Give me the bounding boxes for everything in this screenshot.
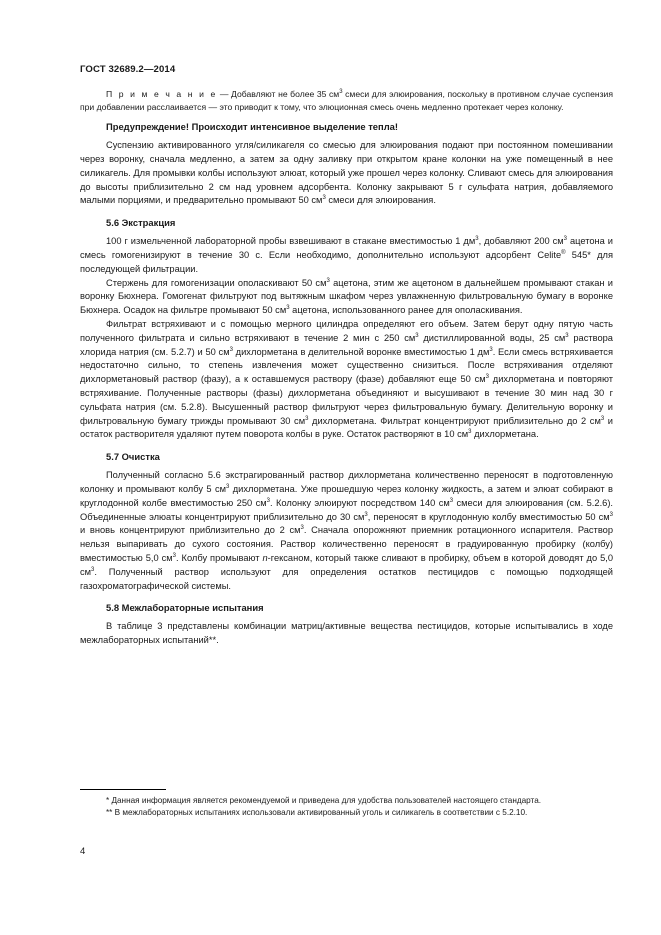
text: Фильтрат встряхивают и с помощью мерного цилиндра определяют его объем. Затем берут одну пятую часть полученного фильтрата и сильно встряхивают в течение 2 мин с 250 см (80, 318, 613, 343)
text: 545* для последующей фильтрации. (80, 249, 614, 274)
paragraph (80, 139, 613, 208)
text: Стержень для гомогенизации ополаскивают 50 см (106, 277, 327, 288)
superscript: 3 (300, 525, 304, 532)
text: ацетона, использованного ранее для ополаскивания. (289, 305, 523, 316)
superscript: ® (561, 249, 566, 256)
paragraph (80, 318, 613, 442)
superscript: 3 (485, 374, 489, 381)
superscript: 3 (91, 566, 95, 573)
superscript: 3 (229, 346, 233, 353)
text: -гексаном, который также сливают в пробирку, объем в которой доводят до 5,0 см (80, 552, 613, 577)
text: , переносят в круглодонную колбу вместимостью 50 см (367, 511, 610, 522)
superscript: 3 (565, 332, 569, 339)
section-heading-5-7: 5.7 Очистка (106, 451, 160, 463)
paragraph (80, 277, 613, 318)
text: раствора хлорида натрия (см. 5.2.7) и 50 см (80, 332, 613, 357)
superscript: 3 (286, 305, 290, 312)
text: и остаток растворителя удаляют путем поворота колбы в руке. Остаток растворяют в 10 см (80, 415, 613, 440)
superscript: 3 (415, 332, 419, 339)
superscript: 3 (563, 236, 567, 243)
text: Суспензию активированного угля/силикагеля со смесью для элюирования подают при постоянном помешивании через воронку, сначала медленно, а затем за одну заливку при открытом кране колонки на уже помещенный в нее силикагель. Для промывки колбы используют элюат, который уже прошел через колонку. Сливают смесь для элюирования до высоты приблизительно 2 см над уровнем адсорбента. Колонку закрывают 5 г сульфата натрия, добавляемого малыми порциями, и предварительно промывают 50 см (80, 140, 614, 206)
text: дихлорметана. Фильтрат концентрируют приблизительно до 2 см (308, 415, 601, 426)
superscript: 3 (600, 415, 605, 422)
superscript: 3 (266, 497, 270, 504)
superscript: 3 (172, 552, 176, 559)
text: . Колонку элюируют посредством 140 см (269, 497, 450, 508)
superscript: 3 (322, 195, 326, 202)
text: ацетона и смесь гомогенизируют в течение 30 с. Если необходимо, дополнительно используют адсорбент Celite (80, 236, 613, 260)
paragraph: В таблице 3 представлены комбинации матриц/активные вещества пестицидов, которые испытывались в ходе межлабораторных испытаний**. (80, 621, 613, 646)
superscript: 3 (468, 429, 472, 436)
text: дихлорметана в делительной воронке вместимостью 1 дм (232, 346, 490, 357)
text: ацетона, этим же ацетоном в дальнейшем промывают стакан и воронку Бюхнера. Гомогенат фильтруют под вытяжным шкафом через увлажненную фильтровальную бумагу в воронке Бюхнера. Осадок на фильтре промывают 50 см (80, 277, 613, 316)
text: 100 г измельченной лабораторной пробы взвешивают в стакане вместимостью 1 дм (106, 236, 476, 247)
page-number: 4 (80, 846, 86, 857)
text: смеси для элюирования, поскольку в противном случае суспензия при добавлении расслаивается — это приводит к тому, что элюционная смесь очень медленно протекает через колонку. (80, 89, 613, 113)
text: и вновь концентрируют приблизительно до 2 см (80, 525, 301, 536)
text: дихлорметана. Уже прошедшую через колонку жидкость, а затем и элюат собирают в круглодонной колбе вместимостью 250 см (80, 483, 613, 508)
footnotes (80, 795, 613, 819)
paragraph (80, 235, 613, 276)
section-heading-5-6: 5.6 Экстракция (106, 217, 176, 229)
italic-text: n (262, 552, 268, 563)
standard-header: ГОСТ 32689.2—2014 (80, 64, 176, 75)
text: дихлорметана и повторяют встряхивание. Полученные растворы (фазы) дихлорметана объединяют и высушивают в течение 30 мин над 30 г сульфата натрия (см. 5.2.8). Высушенный раствор фильтруют через фильтровальную бумагу. Делительную воронку и фильтровальную бумагу трижды промывают 30 см (80, 374, 613, 426)
superscript: 3 (489, 346, 493, 353)
footnote-divider (80, 789, 166, 790)
superscript: 3 (339, 89, 343, 95)
text: . Полученный раствор используют для определения остатков пестицидов с помощью подходящей газохроматографической системы. (80, 566, 613, 591)
text: . Сначала опорожняют приемник ротационного испарителя. Раствор нельзя выпаривать до сухого состояния. Раствор количественно переносят в градуированную пробирку (колбу) вместимостью 5,0 см (80, 525, 613, 563)
text: Полученный согласно 5.6 экстрагированный раствор дихлорметана количественно переносят в подготовленную колонку и промывают колбу 5 см (80, 470, 613, 494)
note-paragraph (80, 88, 613, 114)
text: , добавляют 200 см (478, 236, 564, 247)
paragraph (80, 469, 613, 593)
superscript: 3 (326, 277, 330, 284)
superscript: 3 (305, 415, 309, 422)
text: дистиллированной воды, 25 см (418, 332, 566, 343)
superscript: 3 (226, 483, 230, 490)
section-heading-5-8: 5.8 Межлабораторные испытания (106, 602, 264, 614)
text: . Если смесь встряхивается недостаточно сильно, то степень извлечения может существенно снизиться. После встряхивания отделяют дихлорметановый раствор (фазу), а к оставшемуся раствору (фазе) добавляют еще 50 см (80, 346, 613, 385)
note-label: П р и м е ч а н и е (106, 89, 218, 99)
superscript: 3 (449, 497, 454, 504)
warning-heading: Предупреждение! Происходит интенсивное выделение тепла! (106, 121, 398, 133)
superscript: 3 (475, 236, 479, 243)
footnote: ** В межлабораторных испытаниях использовали активированный уголь и силикагель в соответствии с 5.2.10. (106, 808, 528, 818)
superscript: 3 (364, 511, 368, 518)
text: смеси для элюирования (см. 5.2.6). Объединенные элюаты концентрируют приблизительно до 30 см (80, 497, 613, 522)
text: — Добавляют не более 35 см (217, 89, 340, 99)
superscript: 3 (609, 511, 613, 518)
text: дихлорметана. (471, 429, 539, 440)
text: смеси для элюирования. (325, 195, 436, 206)
footnote: * Данная информация является рекомендуемой и приведена для удобства пользователей настоящего стандарта. (106, 796, 542, 805)
text: . Колбу промывают (176, 552, 263, 563)
